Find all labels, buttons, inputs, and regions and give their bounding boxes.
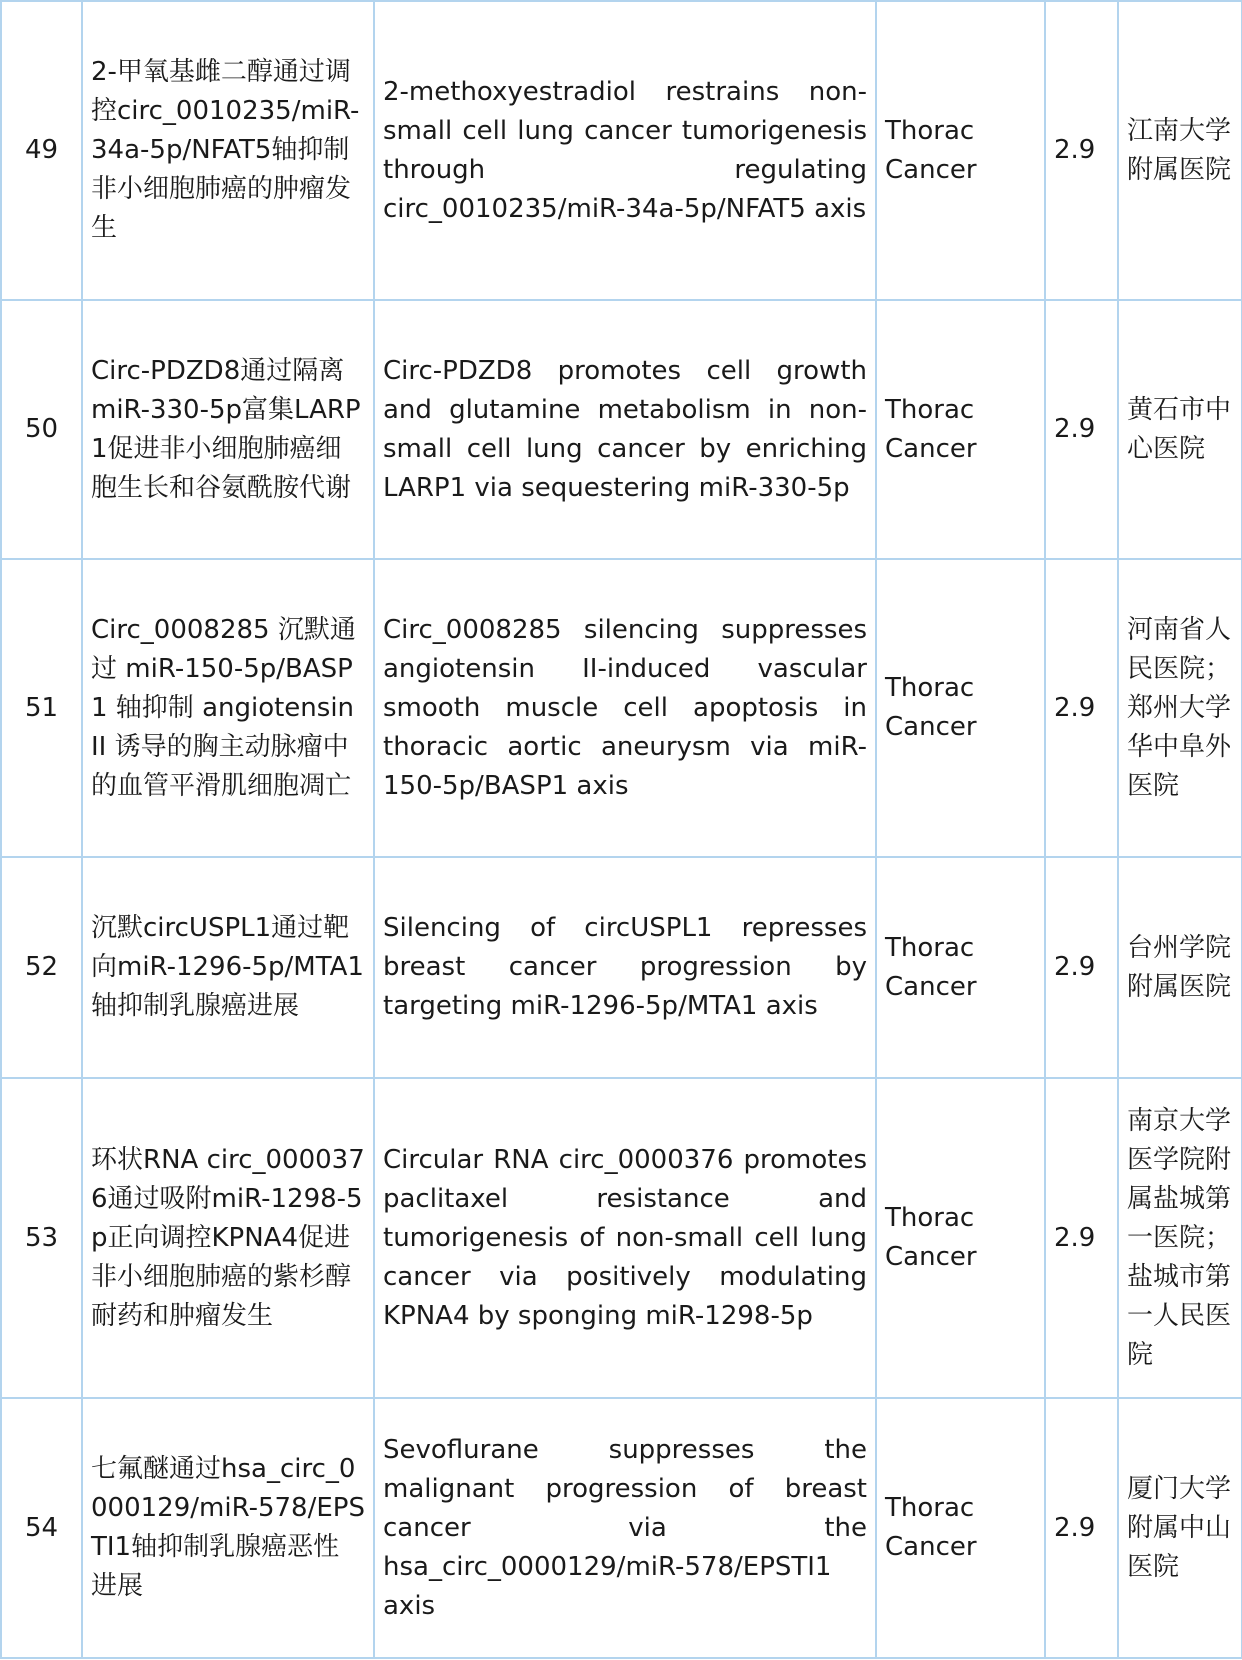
chinese-title: Circ_0008285 沉默通过 miR-150-5p/BASP1 轴抑制 angiotensin II 诱导的胸主动脉瘤中的血管平滑肌细胞凋亡: [82, 559, 374, 857]
chinese-title: 七氟醚通过hsa_circ_0000129/miR-578/EPSTI1轴抑制乳腺癌恶性进展: [82, 1398, 374, 1658]
institution: 厦门大学附属中山医院: [1118, 1398, 1242, 1658]
table-row: [1, 559, 1242, 857]
english-title: 2-methoxyestradiol restrains non-small cell lung cancer tumorigenesis through regulating circ_0010235/miR-34a-5p/NFAT5 axis: [374, 1, 876, 300]
journal: Thorac Cancer: [876, 1, 1045, 300]
row-number: 54: [1, 1398, 82, 1658]
impact-factor: 2.9: [1045, 1398, 1118, 1658]
journal: Thorac Cancer: [876, 559, 1045, 857]
english-title: Sevoflurane suppresses the malignant progression of breast cancer via the hsa_circ_0000129/miR-578/EPSTI1 axis: [374, 1398, 876, 1658]
table-row: [1, 1398, 1242, 1658]
row-number: 53: [1, 1078, 82, 1398]
row-number: 50: [1, 300, 82, 559]
journal: Thorac Cancer: [876, 1398, 1045, 1658]
institution: 河南省人民医院；郑州大学华中阜外医院: [1118, 559, 1242, 857]
table-row: [1, 1, 1242, 300]
chinese-title: 沉默circUSPL1通过靶向miR-1296-5p/MTA1轴抑制乳腺癌进展: [82, 857, 374, 1078]
row-number: 49: [1, 1, 82, 300]
english-title: Circ-PDZD8 promotes cell growth and glutamine metabolism in non-small cell lung cancer by enriching LARP1 via sequestering miR-330-5p: [374, 300, 876, 559]
table-row: [1, 300, 1242, 559]
row-number: 51: [1, 559, 82, 857]
institution: 江南大学附属医院: [1118, 1, 1242, 300]
table-row: [1, 857, 1242, 1078]
chinese-title: Circ-PDZD8通过隔离miR-330-5p富集LARP1促进非小细胞肺癌细胞生长和谷氨酰胺代谢: [82, 300, 374, 559]
chinese-title: 环状RNA circ_0000376通过吸附miR-1298-5p正向调控KPNA4促进非小细胞肺癌的紫杉醇耐药和肿瘤发生: [82, 1078, 374, 1398]
chinese-title: 2-甲氧基雌二醇通过调控circ_0010235/miR-34a-5p/NFAT5轴抑制非小细胞肺癌的肿瘤发生: [82, 1, 374, 300]
english-title: Circular RNA circ_0000376 promotes paclitaxel resistance and tumorigenesis of non-small cell lung cancer via positively modulating KPNA4 by sponging miR-1298-5p: [374, 1078, 876, 1398]
institution: 南京大学医学院附属盐城第一医院；盐城市第一人民医院: [1118, 1078, 1242, 1398]
impact-factor: 2.9: [1045, 1, 1118, 300]
row-number: 52: [1, 857, 82, 1078]
journal: Thorac Cancer: [876, 300, 1045, 559]
english-title: Circ_0008285 silencing suppresses angiotensin II-induced vascular smooth muscle cell apoptosis in thoracic aortic aneurysm via miR-150-5p/BASP1 axis: [374, 559, 876, 857]
table-row: [1, 1078, 1242, 1398]
english-title: Silencing of circUSPL1 represses breast cancer progression by targeting miR-1296-5p/MTA1 axis: [374, 857, 876, 1078]
institution: 台州学院附属医院: [1118, 857, 1242, 1078]
impact-factor: 2.9: [1045, 1078, 1118, 1398]
institution: 黄石市中心医院: [1118, 300, 1242, 559]
journal: Thorac Cancer: [876, 857, 1045, 1078]
impact-factor: 2.9: [1045, 857, 1118, 1078]
impact-factor: 2.9: [1045, 559, 1118, 857]
impact-factor: 2.9: [1045, 300, 1118, 559]
journal: Thorac Cancer: [876, 1078, 1045, 1398]
